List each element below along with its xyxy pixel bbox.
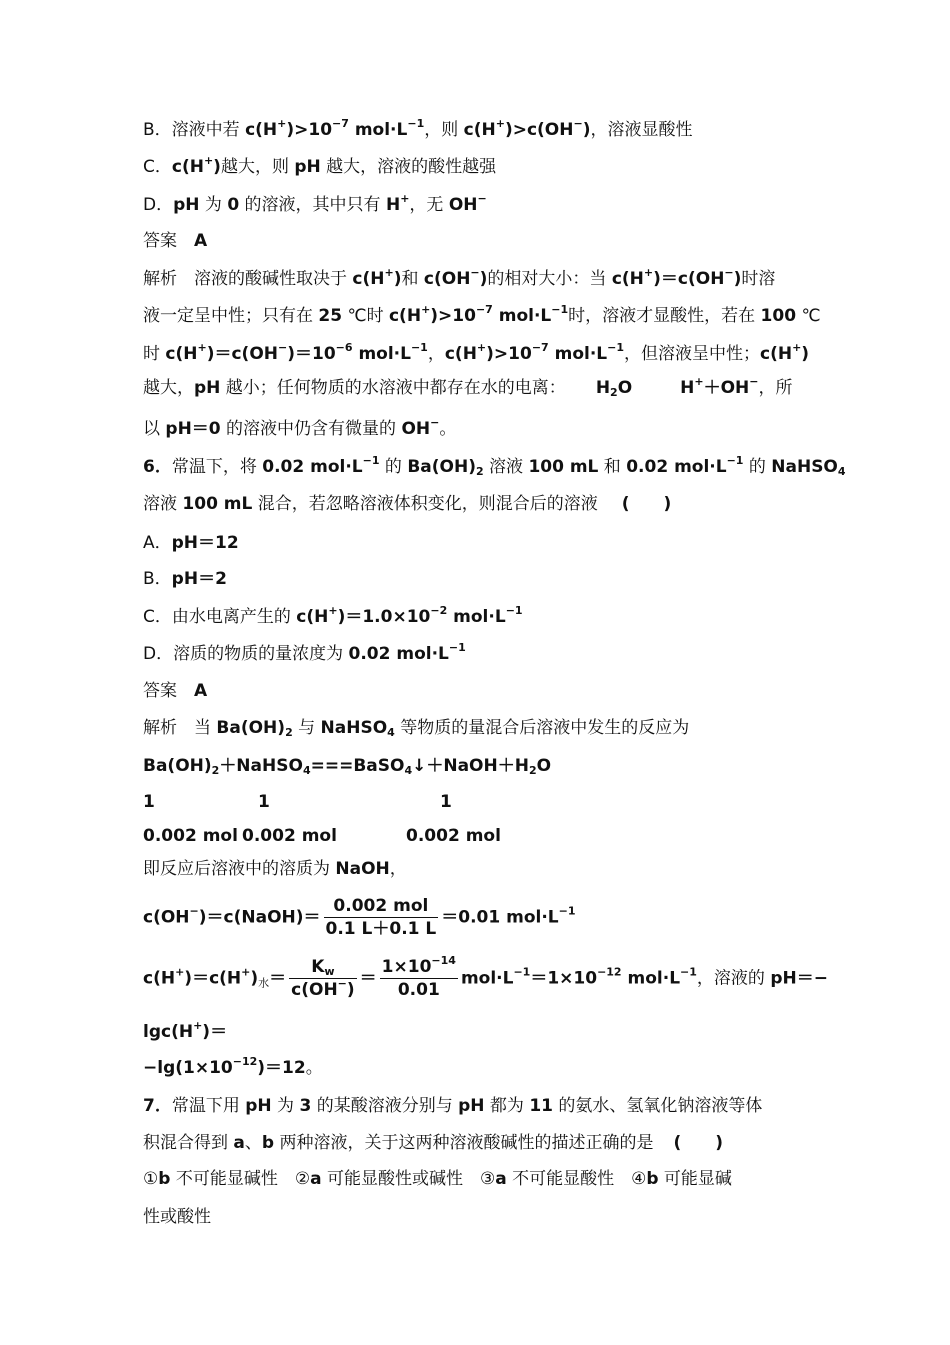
mole-row: 0.002 mol [242,826,337,846]
ratio-row: 1 [440,792,452,812]
option-b-line: B．溶液中若 $c(H^+)>10^{-7}$ $mol\cdot L^{-1}$，则 c(H+)>c(OH−)，溶液显酸性 [143,117,693,140]
ratio-row: 1 [258,792,270,812]
option-d-line: D．pH 为 0 的溶液，其中只有 H+，无 OH− [143,192,487,215]
ph-calculation-line: $-\lg(1\times 10^{-12})=12$。 [143,1055,323,1078]
question-6-stem: 6．常温下，将 0.02 $mol\cdot L^{-1}$ 的 $Ba(OH)_2$ 溶液 100 mL 和 0.02 $mol\cdot L^{-1}$ 的 NaHSO$_4$ [143,454,846,478]
question-7-stem: 积混合得到 a、b 两种溶液，关于这两种溶液酸碱性的描述正确的是 ( ) [143,1133,724,1153]
option-b-line: B．pH＝2 [143,569,227,589]
explanation-line: 越大，pH 越小；任何物质的水溶液中都存在水的电离： $H_2O$ H+＋OH−，所 [143,375,793,399]
answer-line: 答案 A [143,231,208,251]
option-d-line: D．溶质的物质的量浓度为 0.02 $mol\cdot L^{-1}$ [143,641,466,664]
mole-row: 0.002 mol [143,826,238,846]
reaction-equation: $Ba(OH)_2+NaHSO_4===BaSO_4↓+NaOH+H_2O$ [143,756,552,777]
explanation-line: 以 pH＝0 的溶液中仍含有微量的 OH−。 [143,416,457,439]
solute-line: 即反应后溶液中的溶质为 NaOH， [143,859,407,879]
fraction: $\frac{K_w}{c(OH^-)}$ [291,957,355,1000]
hydroxide-concentration-equation: c(OH−)＝c(NaOH)＝ $\frac{\text{0.002 mol}}{0.1 L+0.1 L}$ ＝0.01 $mol\cdot L^{-1}$ [143,896,576,939]
ratio-row: 1 [143,792,155,812]
fraction: $\frac{\text{0.002 mol}}{0.1 L+0.1 L}$ [325,896,437,939]
explanation-line: 解析 溶液的酸碱性取决于 c(H+)和 c(OH−)的相对大小：当 c(H+)＝c(OH−)时溶 [143,266,776,289]
explanation-line: 液一定呈中性；只有在 25 ℃时 $c(H^+)>10^{-7}$ $mol\cdot L^{-1}$时，溶液才显酸性，若在 100 ℃ [143,303,821,326]
question-7-statements: ①b 不可能显碱性 ②a 可能显酸性或碱性 ③a 不可能显酸性 ④b 可能显碱 [143,1169,732,1189]
explanation-line: 解析 当 $Ba(OH)_2$ 与 NaHSO$_4$ 等物质的量混合后溶液中发生的反应为 [143,718,690,739]
hydrogen-ion-equation: $c(H^+)=c(H^+)_水=$ $\frac{K_w}{c(OH^-)}$ ＝ $\frac{1\times 10^{-14}}{0.01}$ $mol\cdot L^{-1}=1\times 10^{-12}$ $mol\cdot L^{-1}$，溶液的 pH＝− [143,954,828,1000]
question-7-stem: 7．常温下用 pH 为 3 的某酸溶液分别与 pH 都为 11 的氨水、氢氧化钠溶液等体 [143,1096,763,1116]
question-6-stem: 溶液 100 mL 混合，若忽略溶液体积变化，则混合后的溶液 ( ) [143,494,672,514]
option-a-line: A．pH＝12 [143,533,239,553]
question-7-statements: 性或酸性 [143,1207,211,1227]
explanation-line: 时 $c(H^+)=c(OH^-)=10^{-6}$ $mol\cdot L^{-1}$，$c(H^+)>10^{-7}$ $mol\cdot L^{-1}$，但溶液呈中性；c(H+) [143,341,810,364]
answer-line: 答案 A [143,681,208,701]
mole-row: 0.002 mol [406,826,501,846]
option-c-line: C．c(H+)越大，则 pH 越大，溶液的酸性越强 [143,154,497,177]
fraction: $\frac{1\times 10^{-14}}{0.01}$ [381,954,456,1000]
option-c-line: C．由水电离产生的 $c(H^+)=1.0\times 10^{-2}$ $mol\cdot L^{-1}$ [143,604,523,627]
ph-calculation-line: lgc(H+)＝ [143,1019,228,1042]
